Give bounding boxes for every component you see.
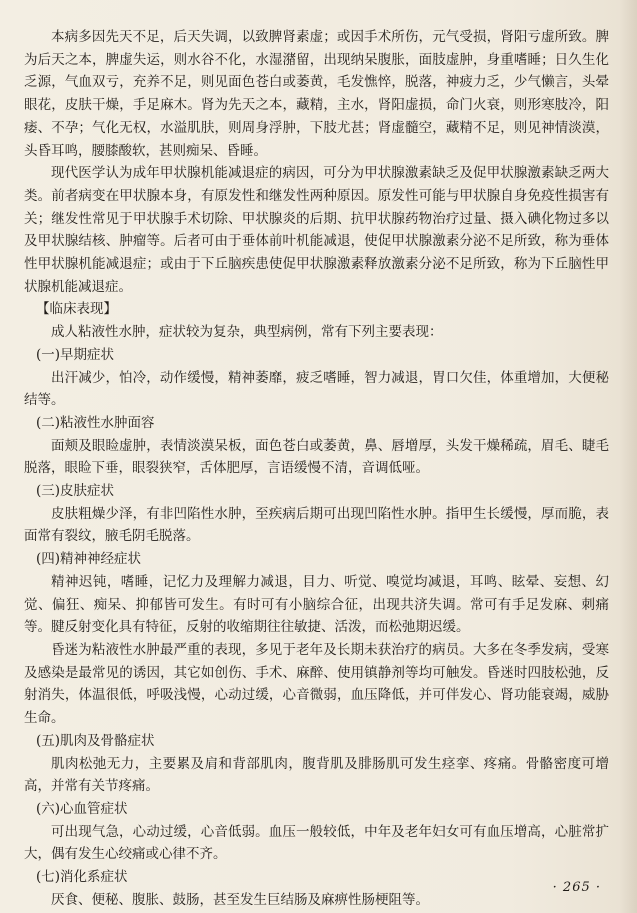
paragraph-myxedema-face: 面颊及眼睑虚肿，表情淡漠呆板，面色苍白或萎黄，鼻、唇增厚，头发干燥稀疏，眉毛、睫毛脱落，眼睑下垂，眼裂狭窄，舌体肥厚，言语缓慢不清，音调低哑。: [24, 437, 609, 477]
subheading-early-symptoms: (一)早期症状: [36, 346, 115, 363]
paragraph-digestive: 厌食、便秘、腹胀、鼓肠，甚至发生巨结肠及麻痹性肠梗阻等。: [51, 891, 429, 908]
subheading-skin-symptoms: (三)皮肤症状: [36, 483, 115, 500]
paragraph-early-symptoms: 出汗减少，怕冷，动作缓慢，精神萎靡，疲乏嗜睡，智力减退，胃口欠佳，体重增加，大便秘结等。: [24, 369, 609, 409]
page-number: · 265 ·: [552, 880, 601, 895]
page-content: [24, 26, 609, 911]
paragraph-clinical-intro: 成人粘液性水肿，症状较为复杂，典型病例，常有下列主要表现：: [51, 324, 443, 341]
paragraph-skin-symptoms: 皮肤粗燥少泽，有非凹陷性水肿，至疾病后期可出现凹陷性水肿。指甲生长缓慢，厚而脆，表面常有裂纹，腋毛阴毛脱落。: [24, 505, 609, 545]
paragraph-etiology-tcm: 本病多因先天不足，后天失调，以致脾肾素虚；或因手术所伤，元气受损，肾阳亏虚所致。脾为后天之本，脾虚失运，则水谷不化，水湿潴留，出现纳呆腹胀，面肢虚肿，身重嗜睡；日久生化乏源，气血双亏，充养不足，则见面色苍白或萎黄，毛发憔悴，脱落，神疲力乏，少气懒言，头晕眼花，皮肤干燥，手足麻木。肾为先天之本，藏精，主水，肾阳虚损，命门火衰，则形寒肢冷，阳痿、不孕；气化无权，水溢肌肤，则周身浮肿，下肢尤甚；肾虚髓空，藏精不足，则见神情淡漠，头昏耳鸣，腰膝酸软，甚则痴呆、昏睡。: [24, 29, 609, 159]
subheading-myxedema-face: (二)粘液性水肿面容: [36, 414, 155, 431]
paragraph-cardiovascular: 可出现气急，心动过缓，心音低弱。血压一般较低，中年及老年妇女可有血压增高，心脏常扩大，偶有发生心绞痛或心律不齐。: [24, 823, 609, 863]
paragraph-musculoskeletal: 肌肉松弛无力，主要累及肩和背部肌肉，腹背肌及腓肠肌可发生痉挛、疼痛。骨骼密度可增高，并常有关节疼痛。: [24, 755, 609, 795]
paragraph-etiology-modern: 现代医学认为成年甲状腺机能减退症的病因，可分为甲状腺激素缺乏及促甲状腺激素缺乏两大类。前者病变在甲状腺本身，有原发性和继发性两种原因。原发性可能与甲状腺自身免疫性损害有关；继发性常见于甲状腺手术切除、甲状腺炎的后期、抗甲状腺药物治疗过量、摄入碘化物过多以及甲状腺结核、肿瘤等。后者可由于垂体前叶机能减退，使促甲状腺激素分泌不足所致，称为垂体性甲状腺机能减退症；或由于下丘脑疾患使促甲状腺激素释放激素分泌不足所致，称为下丘脑性甲状腺机能减退症。: [24, 165, 609, 295]
subheading-neuro-symptoms: (四)精神神经症状: [36, 551, 142, 568]
subheading-cardiovascular: (六)心血管症状: [36, 800, 128, 817]
subheading-digestive: (七)消化系症状: [36, 869, 128, 886]
page-edge-shadow: [619, 0, 637, 913]
subheading-musculoskeletal: (五)肌肉及骨骼症状: [36, 732, 155, 749]
paragraph-coma: 昏迷为粘液性水肿最严重的表现，多见于老年及长期未获治疗的病员。大多在冬季发病，受寒及感染是最常见的诱因，其它如创伤、手术、麻醉、使用镇静剂等均可触发。昏迷时四肢松弛，反射消失，体温很低，呼吸浅慢，心动过缓，心音微弱，血压降低，并可伴发心、肾功能衰竭，威胁生命。: [24, 641, 609, 727]
section-heading-clinical: 【临床表现】: [36, 301, 117, 318]
paragraph-neuro-symptoms: 精神迟钝，嗜睡，记忆力及理解力减退，目力、听觉、嗅觉均减退，耳鸣、眩晕、妄想、幻觉、偏狂、痴呆、抑郁皆可发生。有时可有小脑综合征，出现共济失调。常可有手足发麻、刺痛等。腱反射变化具有特征，反射的收缩期往往敏捷、活泼，而松弛期迟缓。: [24, 573, 609, 636]
